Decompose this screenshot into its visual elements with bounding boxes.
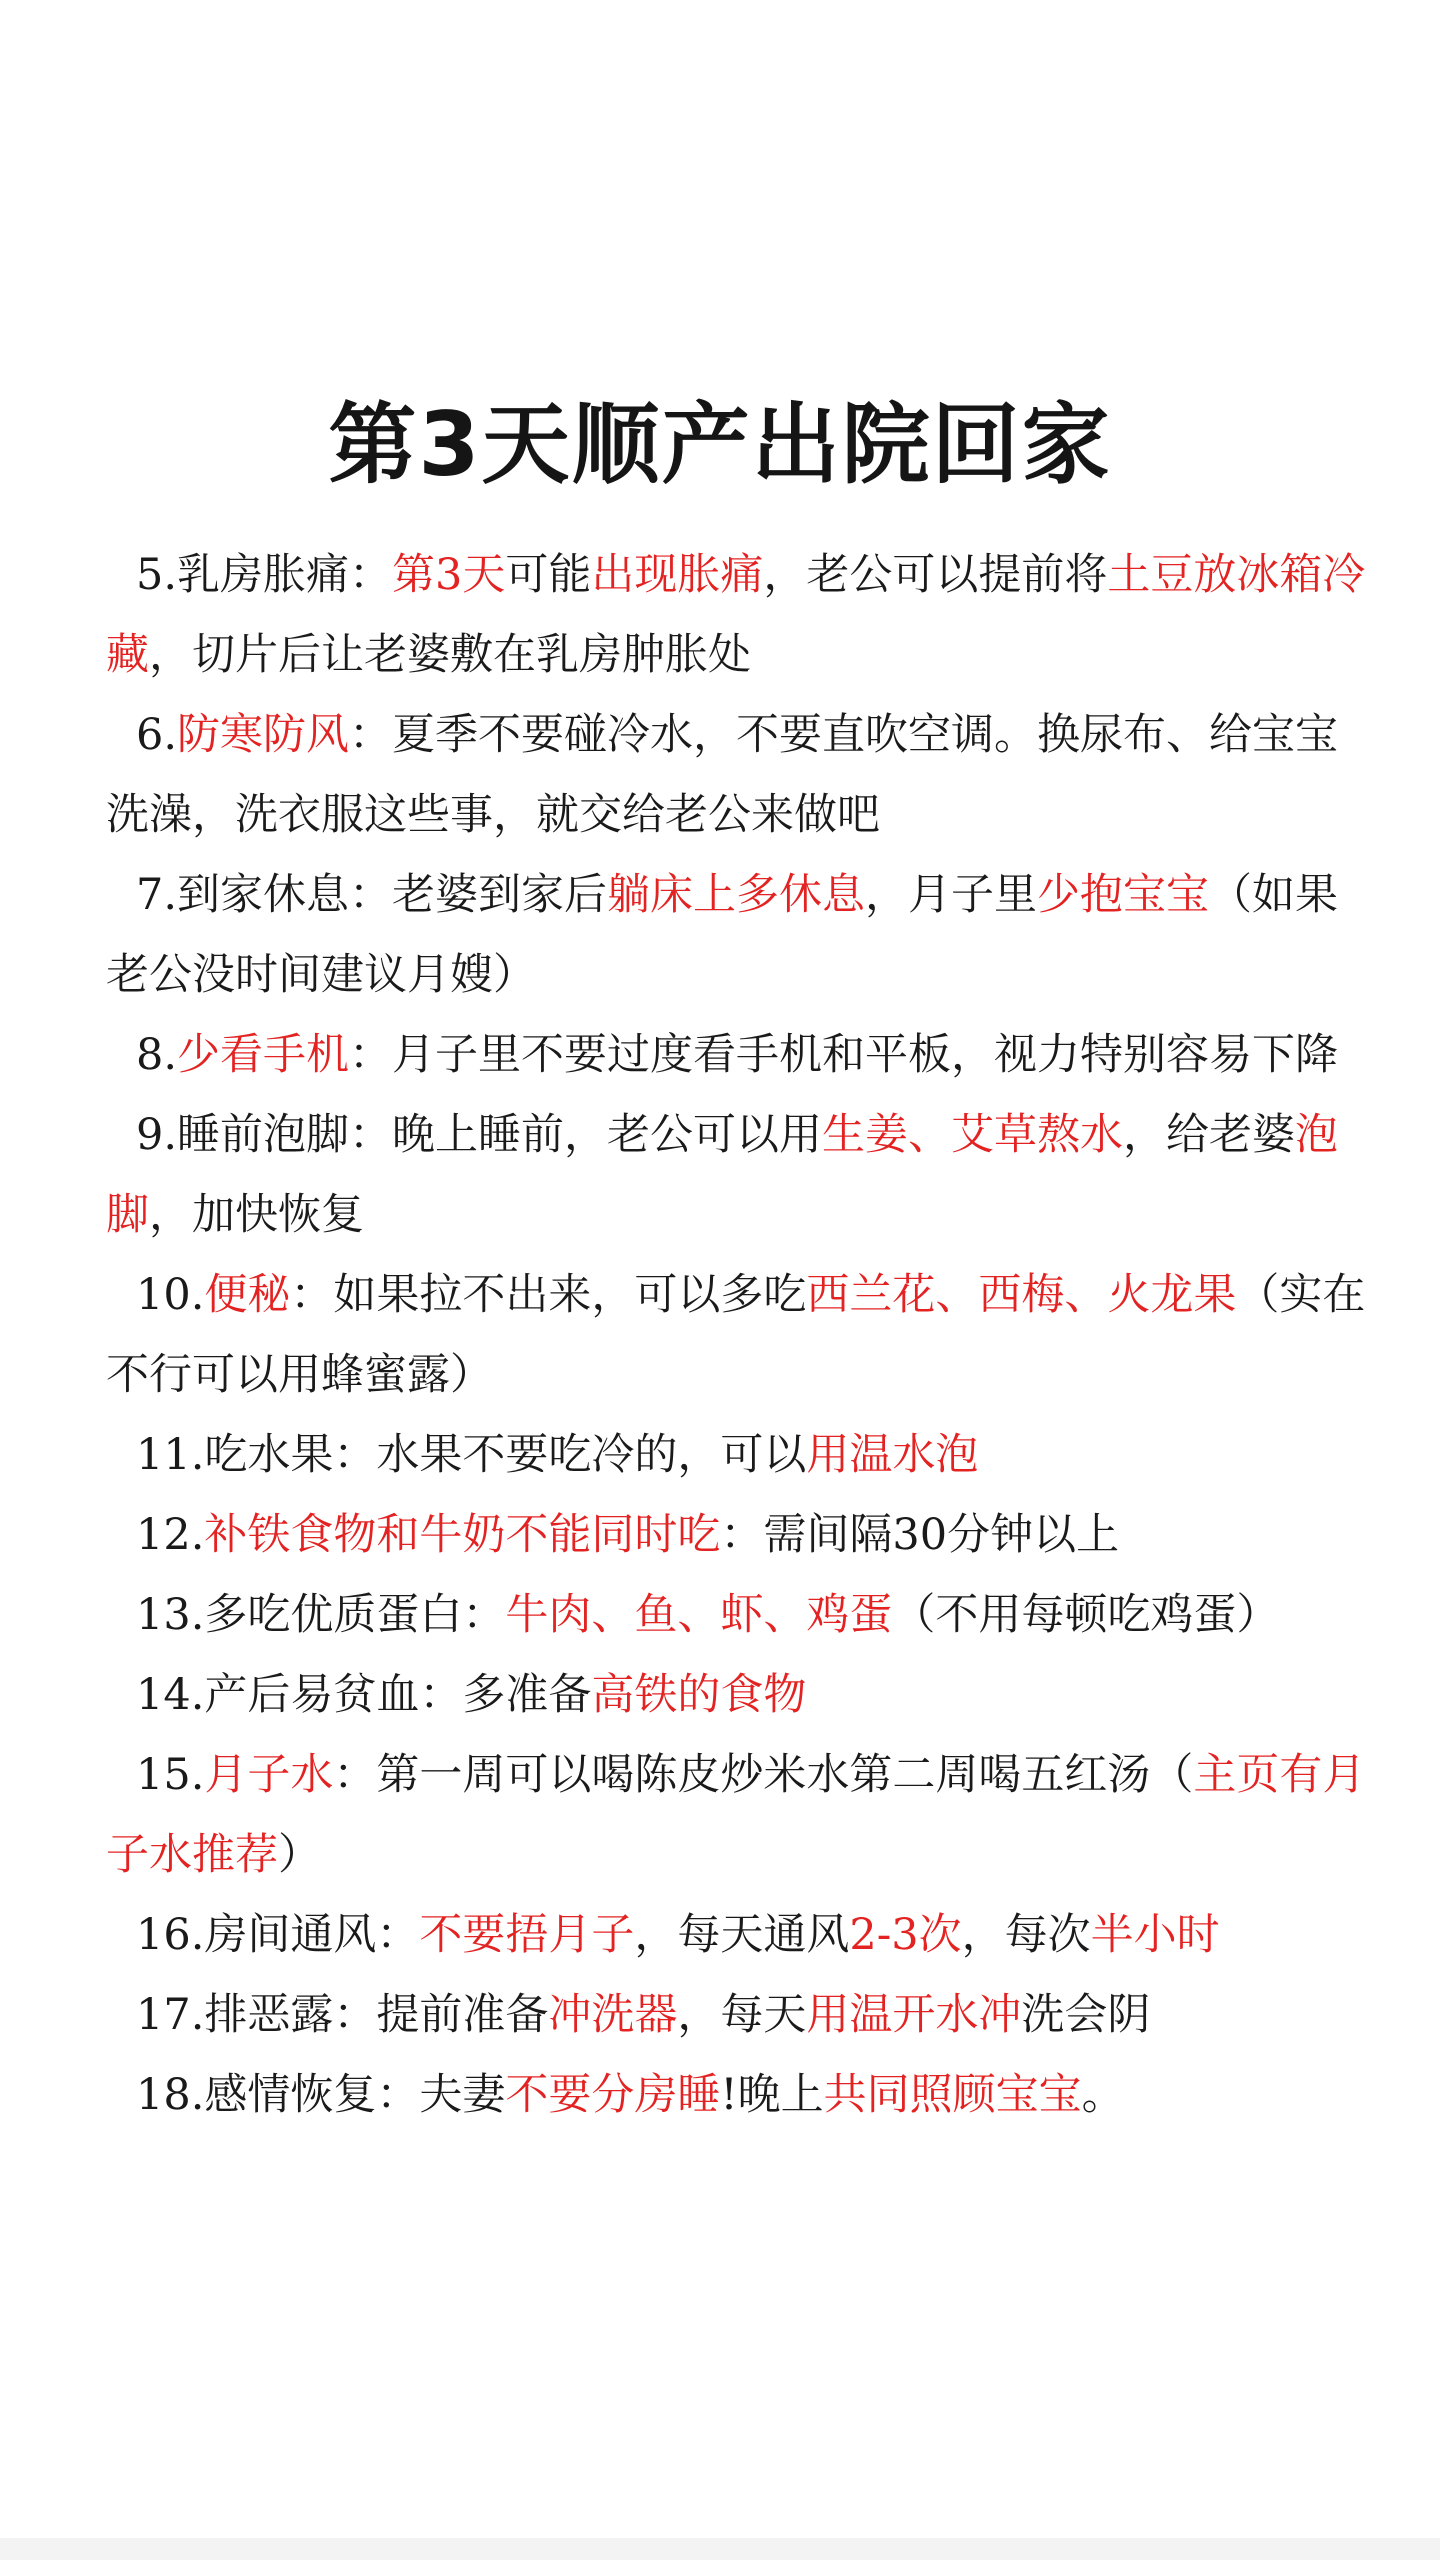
- tip-item: [106, 1975, 1370, 2055]
- tip-text: ：夏季不要碰冷水，不要直吹空调。换尿布、给宝宝洗澡，洗衣服这些事，就交给老公来做吧: [106, 710, 1339, 840]
- tip-text: ，月子里: [865, 870, 1038, 920]
- tip-text: 洗会阴: [1021, 1990, 1151, 2040]
- tip-highlight-text: 冲洗器: [548, 1990, 678, 2040]
- tip-text: 。: [1081, 2070, 1125, 2120]
- tip-highlight-text: 牛肉、鱼、虾、鸡蛋: [505, 1590, 893, 1640]
- tip-highlight-text: 用温开水冲: [806, 1990, 1022, 2040]
- tip-item: [106, 1415, 1370, 1495]
- tip-text: 14.产后易贫血：多准备: [136, 1670, 592, 1720]
- tip-text: ）: [278, 1830, 321, 1880]
- tip-highlight-text: 第3天: [392, 550, 506, 600]
- tip-text: 13.多吃优质蛋白：: [136, 1590, 506, 1640]
- tip-item: [106, 695, 1370, 855]
- tips-list: [106, 535, 1370, 2135]
- tip-highlight-text: 泡脚: [106, 1110, 1339, 1240]
- tip-highlight-text: 出现胀痛: [591, 550, 764, 600]
- tip-text: ：月子里不要过度看手机和平板，视力特别容易下降: [349, 1030, 1339, 1080]
- tip-highlight-text: 防寒防风: [177, 710, 350, 760]
- tip-item: [106, 855, 1370, 1015]
- tip-text: 可能: [505, 550, 592, 600]
- tip-item: [106, 1495, 1370, 1575]
- tip-highlight-text: 不要捂月子: [419, 1910, 635, 1960]
- tip-text: （不用每顿吃鸡蛋）: [892, 1590, 1280, 1640]
- tip-highlight-text: 西兰花、西梅、火龙果: [806, 1270, 1237, 1320]
- tip-item: [106, 1255, 1370, 1415]
- tip-item: [106, 1895, 1370, 1975]
- tip-item: [106, 1095, 1370, 1255]
- tip-text: ，给老婆: [1123, 1110, 1296, 1160]
- tip-highlight-text: 躺床上多休息: [607, 870, 866, 920]
- tip-highlight-text: 土豆放冰箱冷藏: [106, 550, 1366, 680]
- tip-highlight-text: 2-3次: [849, 1910, 962, 1960]
- tip-text: （实在不行可以用蜂蜜露）: [106, 1270, 1366, 1400]
- tip-text: 5.乳房胀痛：: [136, 550, 393, 600]
- tip-text: ，老公可以提前将: [763, 550, 1108, 600]
- tip-highlight-text: 半小时: [1090, 1910, 1220, 1960]
- tip-item: [106, 2055, 1370, 2135]
- tip-text: 6.: [136, 710, 178, 760]
- tip-highlight-text: 高铁的食物: [591, 1670, 807, 1720]
- tip-highlight-text: 生姜、艾草熬水: [822, 1110, 1124, 1160]
- tip-text: ，切片后让老婆敷在乳房肿胀处: [149, 630, 751, 680]
- tip-highlight-text: 便秘: [204, 1270, 291, 1320]
- tip-text: 15.: [136, 1750, 205, 1800]
- title-container: [0, 390, 1440, 500]
- tip-highlight-text: 月子水: [204, 1750, 334, 1800]
- tip-highlight-text: 用温水泡: [806, 1430, 979, 1480]
- tip-highlight-text: 少抱宝宝: [1037, 870, 1210, 920]
- tip-item: [106, 1015, 1370, 1095]
- bottom-divider: [0, 2538, 1440, 2560]
- tip-text: 8.: [136, 1030, 178, 1080]
- tip-text: ：第一周可以喝陈皮炒米水第二周喝五红汤（: [333, 1750, 1194, 1800]
- tip-text: 7.到家休息：老婆到家后: [136, 870, 608, 920]
- tip-text: ：如果拉不出来，可以多吃: [290, 1270, 807, 1320]
- tip-highlight-text: 少看手机: [177, 1030, 350, 1080]
- tip-highlight-text: 共同照顾宝宝: [823, 2070, 1082, 2120]
- page-title: 第3天顺产出院回家: [312, 390, 1127, 500]
- tip-highlight-text: 不要分房睡: [505, 2070, 721, 2120]
- tip-highlight-text: 补铁食物和牛奶不能同时吃: [204, 1510, 721, 1560]
- tip-text: 17.排恶露：提前准备: [136, 1990, 549, 2040]
- tip-text: 10.: [136, 1270, 205, 1320]
- tip-text: ，每天: [677, 1990, 807, 2040]
- tip-text: 18.感情恢复：夫妻: [136, 2070, 506, 2120]
- tip-item: [106, 535, 1370, 695]
- tip-text: 9.睡前泡脚：晚上睡前，老公可以用: [136, 1110, 823, 1160]
- tip-text: 12.: [136, 1510, 205, 1560]
- tip-text: ：需间隔30分钟以上: [720, 1510, 1120, 1560]
- tip-item: [106, 1655, 1370, 1735]
- tip-text: （如果老公没时间建议月嫂）: [106, 870, 1339, 1000]
- tip-highlight-text: 主页有月子水推荐: [106, 1750, 1366, 1880]
- tip-item: [106, 1735, 1370, 1895]
- tip-text: ，每天通风: [634, 1910, 850, 1960]
- tip-item: [106, 1575, 1370, 1655]
- tip-text: !晚上: [720, 2070, 824, 2120]
- tip-text: 11.吃水果：水果不要吃冷的，可以: [136, 1430, 807, 1480]
- tip-text: ，每次: [961, 1910, 1091, 1960]
- tip-text: 16.房间通风：: [136, 1910, 420, 1960]
- tip-text: ，加快恢复: [149, 1190, 364, 1240]
